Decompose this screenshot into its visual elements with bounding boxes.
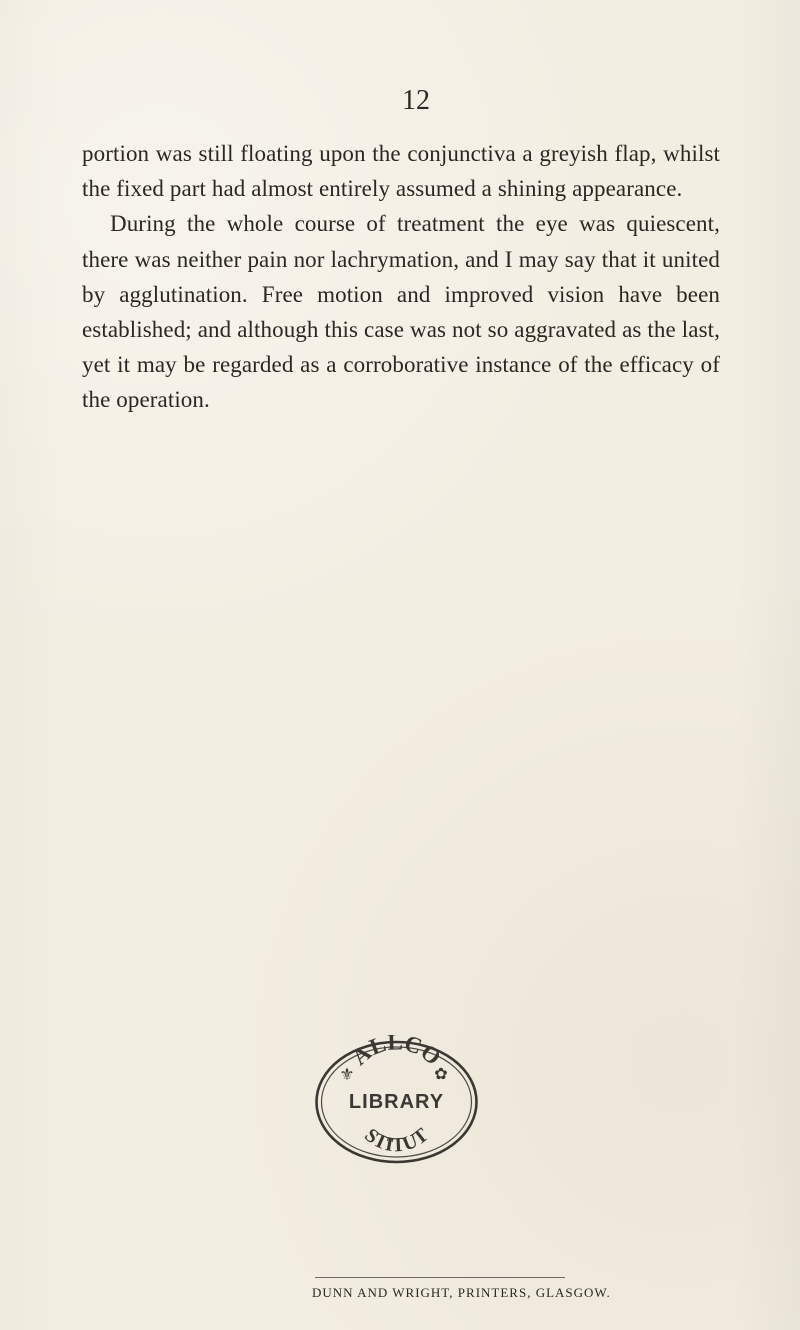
stamp-bottom-text: STITUT xyxy=(360,1124,433,1157)
stamp-center-text: LIBRARY xyxy=(348,1091,445,1113)
printer-imprint: DUNN AND WRIGHT, PRINTERS, GLASGOW. xyxy=(312,1285,611,1300)
library-stamp xyxy=(309,1035,484,1169)
stamp-top-text: ALLCO xyxy=(347,1035,446,1070)
paragraph-2: During the whole course of treatment the eye was quiescent, there was neither pain nor lachrymation, and I may say that it united by agglutination. Free motion and improved vision have been established; and although this case was not so aggravated as the last, yet it may be regarded as a corroborative instance of the efficacy of the operation. xyxy=(82,211,720,413)
stamp-left-mark: ⚜ xyxy=(339,1065,355,1085)
svg-text:ALLCO xyxy=(347,1035,446,1070)
footer-rule xyxy=(315,1277,565,1278)
page-number: 12 xyxy=(402,85,430,116)
body-text xyxy=(82,136,720,418)
svg-text:STITUT xyxy=(360,1124,433,1157)
stamp-right-mark: ✿ xyxy=(434,1064,448,1083)
paragraph-1: portion was still floating upon the conjunctiva a greyish flap, whilst the fixed part had almost entirely assumed a shining appearance. xyxy=(82,141,720,202)
